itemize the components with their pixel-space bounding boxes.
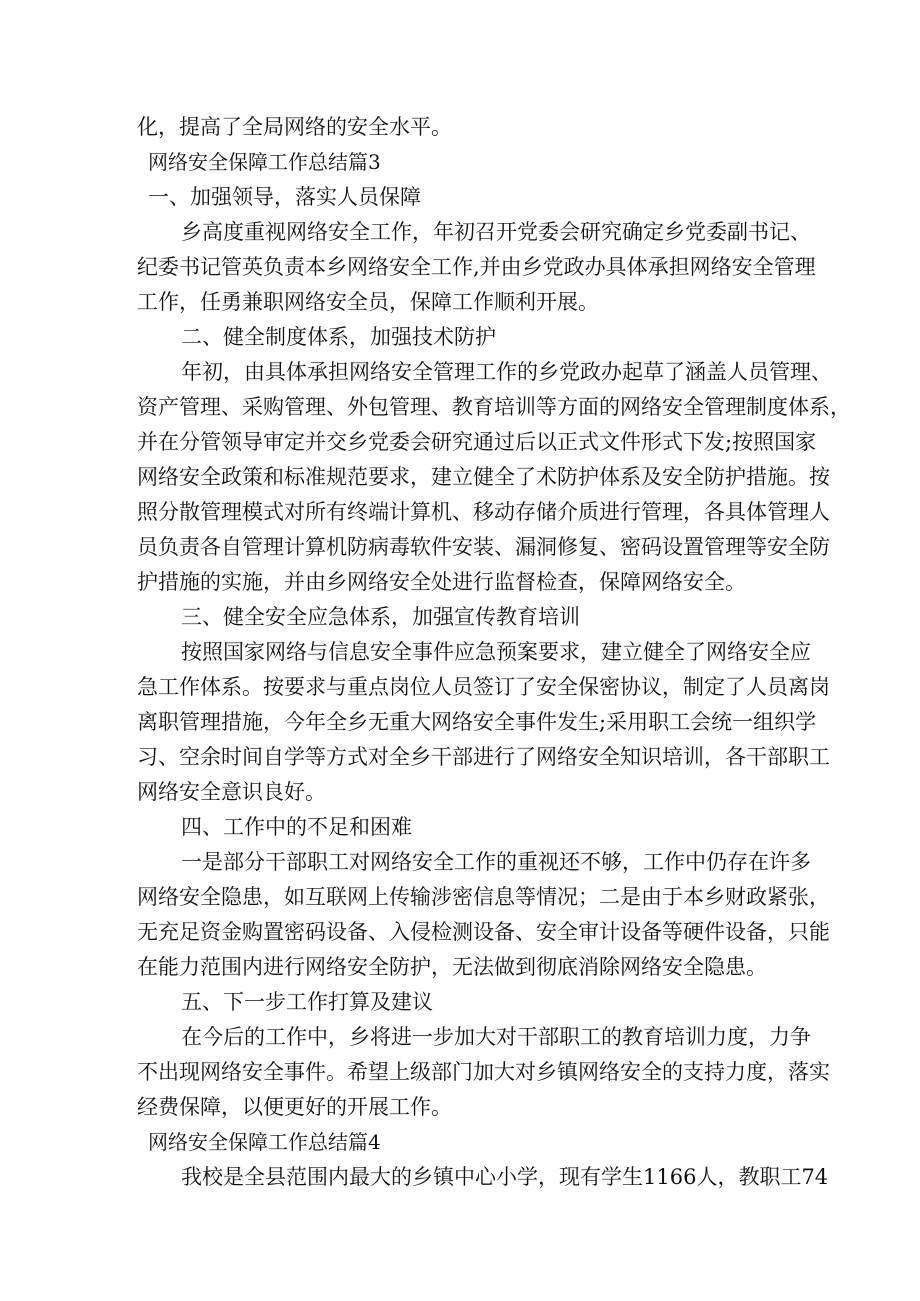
article3-section1-line: 工作，任勇兼职网络安全员，保障工作顺利开展。: [137, 290, 599, 314]
article3-section4-line: 一是部分干部职工对网络安全工作的重视还不够，工作中仍存在许多: [181, 850, 811, 874]
intro-tail-line: 化，提高了全局网络的安全水平。: [137, 115, 452, 139]
article3-section5-line: 经费保障，以便更好的开展工作。: [137, 1095, 452, 1119]
article3-section3-heading: 三、健全安全应急体系，加强宣传教育培训: [181, 605, 580, 629]
article3-section2-line: 员负责各自管理计算机防病毒软件安装、漏洞修复、密码设置管理等安全防: [137, 535, 830, 559]
article3-section2-line: 网络安全政策和标准规范要求，建立健全了术防护体系及安全防护措施。按: [137, 465, 830, 489]
article3-section5-line: 在今后的工作中，乡将进一步加大对干部职工的教育培训力度，力争: [181, 1025, 811, 1049]
article3-section1-heading: 一、加强领导，落实人员保障: [148, 185, 421, 209]
article4-title: 网络安全保障工作总结篇4: [148, 1130, 381, 1154]
article3-section1-line: 纪委书记管英负责本乡网络安全工作,并由乡党政办具体承担网络安全管理: [137, 255, 816, 279]
article3-section4-line: 网络安全隐患，如互联网上传输涉密信息等情况；二是由于本乡财政紧张，: [137, 885, 830, 909]
article3-section2-line: 年初，由具体承担网络安全管理工作的乡党政办起草了涵盖人员管理、: [181, 360, 832, 384]
article3-section5-heading: 五、下一步工作打算及建议: [181, 990, 433, 1014]
article3-section2-line: 资产管理、采购管理、外包管理、教育培训等方面的网络安全管理制度体系，: [137, 395, 851, 419]
article3-section3-line: 急工作体系。按要求与重点岗位人员签订了安全保密协议，制定了人员离岗: [137, 675, 830, 699]
article3-section3-line: 习、空余时间自学等方式对全乡干部进行了网络安全知识培训，各干部职工: [137, 745, 830, 769]
article3-section4-heading: 四、工作中的不足和困难: [181, 815, 412, 839]
article3-section5-line: 不出现网络安全事件。希望上级部门加大对乡镇网络安全的支持力度，落实: [137, 1060, 830, 1084]
article3-section3-line: 离职管理措施，今年全乡无重大网络安全事件发生;采用职工会统一组织学: [137, 710, 817, 734]
article3-section4-line: 在能力范围内进行网络安全防护，无法做到彻底消除网络安全隐患。: [137, 955, 767, 979]
article3-section1-line: 乡高度重视网络安全工作，年初召开党委会研究确定乡党委副书记、: [181, 220, 811, 244]
article3-section2-line: 护措施的实施，并由乡网络安全处进行监督检查，保障网络安全。: [137, 570, 746, 594]
article4-line: 我校是全县范围内最大的乡镇中心小学，现有学生1166人，教职工74: [181, 1165, 829, 1189]
article3-section3-line: 网络安全意识良好。: [137, 780, 326, 804]
article3-section4-line: 无充足资金购置密码设备、入侵检测设备、安全审计设备等硬件设备，只能: [137, 920, 830, 944]
article3-section2-heading: 二、健全制度体系，加强技术防护: [181, 325, 496, 349]
article3-section2-line: 照分散管理模式对所有终端计算机、移动存储介质进行管理，各具体管理人: [137, 500, 830, 524]
article3-section3-line: 按照国家网络与信息安全事件应急预案要求，建立健全了网络安全应: [181, 640, 811, 664]
article3-title: 网络安全保障工作总结篇3: [148, 150, 381, 174]
article3-section2-line: 并在分管领导审定并交乡党委会研究通过后以正式文件形式下发;按照国家: [137, 430, 817, 454]
